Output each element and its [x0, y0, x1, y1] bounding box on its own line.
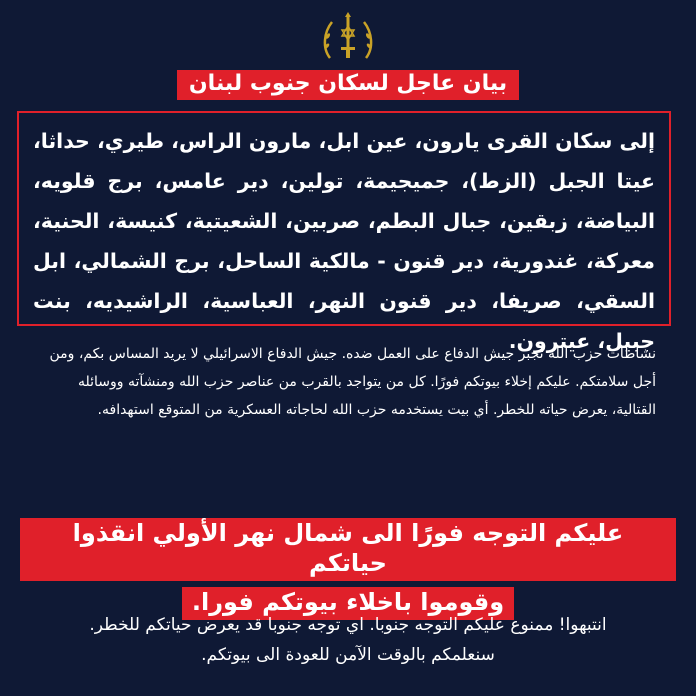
footer-line-2: سنعلمكم بالوقت الآمن للعودة الى بيوتكم.: [201, 645, 495, 665]
footer-notice: [30, 610, 666, 670]
warning-line-1: عليكم التوجه فورًا الى شمال نهر الأولي انقذوا حياتكم: [20, 518, 676, 581]
warning-line-2: وقوموا باخلاء بيوتكم فورا.: [182, 587, 514, 620]
villages-box: [17, 111, 671, 353]
title-container: [0, 70, 696, 100]
idf-emblem-logo: [318, 12, 378, 62]
villages-list-text: إلى سكان القرى يارون، عين ابل، مارون الراس، طيري، حداثا، عيتا الجبل (الزط)، جميجيمة، تولين، دير عامس، برج قلويه، البياضة، زبقين، جبال البطم، صربين، الشعيتية، كنيسة، الحنية، معركة، غندورية، دير قنون - مالكية الساحل، برج الشمالي، ابل السقي، صريفا، دير قنون النهر، العباسية، الراشيديه، بنت جبيل، عيترون.: [33, 129, 655, 353]
page-title: بيان عاجل لسكان جنوب لبنان: [177, 70, 519, 100]
body-paragraph: نشاطات حزب الله تجبر جيش الدفاع على العمل ضده. جيش الدفاع الاسرائيلي لا يريد المساس بكم، ومن أجل سلامتكم. عليكم إخلاء بيوتكم فورًا. كل من يتواجد بالقرب من عناصر حزب الله ومنشآته ووسائله القتالية، يعرض حياته للخطر. أي بيت يستخدمه حزب الله لحاجاته العسكرية من المتوقع استهدافه.: [49, 346, 656, 418]
footer-line-1: انتبهوا! ممنوع عليكم التوجه جنوبا. اي توجه جنوبا قد يعرض حياتكم للخطر.: [89, 615, 607, 635]
